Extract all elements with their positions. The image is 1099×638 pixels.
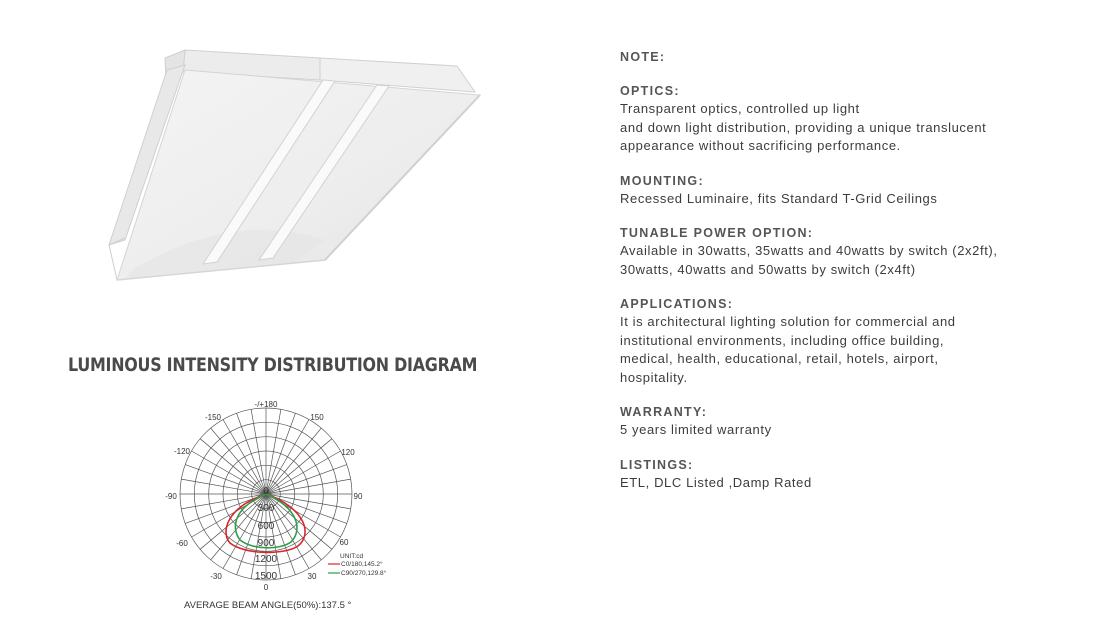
spec-line: Available in 30watts, 35watts and 40watts by switch (2x2ft), xyxy=(620,243,998,258)
angle-label-90: 90 xyxy=(353,492,363,501)
angle-label-150: 150 xyxy=(310,413,324,422)
spec-mounting xyxy=(620,172,1080,209)
spec-line: 5 years limited warranty xyxy=(620,422,772,437)
spec-line: medical, health, educational, retail, hotels, airport, xyxy=(620,351,939,366)
radial-label-900: 900 xyxy=(257,538,275,549)
radial-label-300: 300 xyxy=(257,503,275,514)
legend-unit: UNIT:cd xyxy=(340,553,364,560)
spec-listings xyxy=(620,456,1080,493)
angle-label-neg150: -150 xyxy=(204,413,222,422)
beam-angle-caption: AVERAGE BEAM ANGLE(50%):137.5 ° xyxy=(184,600,352,611)
spec-line: Recessed Luminaire, fits Standard T-Grid Ceilings xyxy=(620,190,938,206)
radial-label-600: 600 xyxy=(257,521,275,532)
angle-label-neg30: -30 xyxy=(210,572,222,581)
spec-power-option xyxy=(620,224,1080,279)
polar-intensity-diagram xyxy=(155,398,400,598)
spec-heading: APPLICATIONS: xyxy=(620,297,734,311)
spec-heading: NOTE: xyxy=(620,50,666,64)
angle-label-120: 120 xyxy=(341,448,355,457)
spec-line: institutional environments, including office building, xyxy=(620,332,945,348)
spec-optics xyxy=(620,82,1080,156)
spec-heading: WARRANTY: xyxy=(620,405,708,419)
angle-label-neg60: -60 xyxy=(176,539,188,548)
spec-line: ETL, DLC Listed ,Damp Rated xyxy=(620,474,812,490)
spec-heading: OPTICS: xyxy=(620,84,680,98)
spec-heading: LISTINGS: xyxy=(620,457,694,472)
spec-applications xyxy=(620,295,1080,387)
radial-label-1200: 1200 xyxy=(254,554,278,565)
luminaire-product-image xyxy=(95,40,495,300)
spec-line: and down light distribution, providing a unique translucent xyxy=(620,119,987,135)
angle-label-30: 30 xyxy=(307,572,317,581)
angle-label-neg120: -120 xyxy=(173,447,191,456)
angle-label-60: 60 xyxy=(339,538,349,547)
spec-line: It is architectural lighting solution for commercial and xyxy=(620,314,956,329)
spec-line: Transparent optics, controlled up light xyxy=(620,101,860,116)
radial-label-1500: 1500 xyxy=(254,571,278,582)
angle-label-neg90: -90 xyxy=(165,492,177,501)
spec-note xyxy=(620,48,1080,66)
spec-list xyxy=(620,48,1080,508)
legend-c90: C90/270,129.8° xyxy=(341,570,387,577)
spec-heading: TUNABLE POWER OPTION: xyxy=(620,226,814,240)
angle-label-0: 0 xyxy=(263,583,269,592)
spec-heading: MOUNTING: xyxy=(620,173,704,188)
spec-line: 30watts, 40watts and 50watts by switch (2x4ft) xyxy=(620,261,916,277)
spec-warranty xyxy=(620,403,1080,440)
legend-c0: C0/180,145.2° xyxy=(341,561,383,568)
angle-label-180: -/+180 xyxy=(254,400,278,409)
spec-line: hospitality. xyxy=(620,369,688,385)
diagram-title: LUMINOUS INTENSITY DISTRIBUTION DIAGRAM xyxy=(68,355,478,376)
radial-label-0: 0 xyxy=(263,486,269,497)
spec-line: appearance without sacrificing performance. xyxy=(620,138,901,153)
